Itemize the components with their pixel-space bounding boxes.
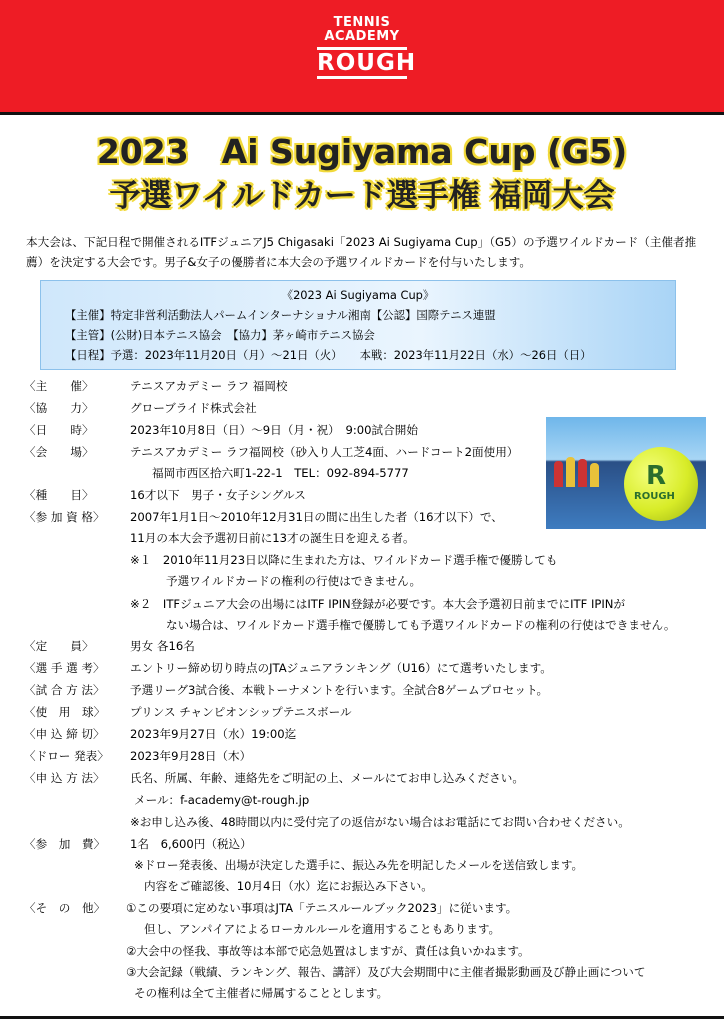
ball-r-mark: R	[646, 461, 667, 491]
selection-label: 〈選 手 選 考〉	[24, 661, 105, 675]
deadline-value: 2023年9月27日（水）19:00迄	[130, 727, 297, 741]
date-value: 2023年10月8日（日）～9日（月・祝） 9:00試合開始	[130, 423, 418, 437]
other-item-1: ①この要項に定めない事項はJTA「テニスルールブック2023」に従います。	[126, 901, 518, 915]
logo-line-1: TENNIS	[333, 15, 391, 30]
event-value: 16才以下 男子・女子シングルス	[130, 488, 306, 502]
logo-line-2: ACADEMY	[324, 29, 400, 44]
players-silhouette	[552, 447, 612, 487]
ball-label: 〈使 用 球〉	[24, 705, 106, 719]
logo-line-3: ROUGH	[317, 47, 407, 79]
eligibility-line-2: 11月の本大会予選初日前に13才の誕生日を迎える者。	[130, 531, 415, 545]
eligibility-label: 〈参 加 資 格〉	[24, 510, 105, 524]
fee-note-2: 内容をご確認後、10月4日（水）迄にお振込み下さい。	[144, 879, 433, 893]
tennis-ball-icon	[624, 447, 698, 521]
fee-label: 〈参 加 費〉	[24, 837, 106, 851]
other-item-2: ②大会中の怪我、事故等は本部で応急処置はしますが、責任は負いかねます。	[126, 944, 530, 958]
draw-value: 2023年9月28日（木）	[130, 749, 252, 763]
eligibility-note-1a: ※１ 2010年11月23日以降に生まれた方は、ワイルドカード選手権で優勝しても	[130, 553, 558, 567]
other-item-1-cont: 但し、アンパイアによるローカルルールを適用することもあります。	[144, 922, 501, 936]
tennis-academy-logo	[317, 15, 417, 79]
capacity-value: 男女 各16名	[130, 639, 195, 653]
ball-brand-text: ROUGH	[634, 491, 675, 502]
other-item-3: ③大会記録（戦績、ランキング、報告、講評）及び大会期間中に主催者撮影動画及び静止画について	[126, 965, 646, 979]
apply-label: 〈申 込 方 法〉	[24, 771, 105, 785]
info-box-schedule: 【日程】予選：2023年11月20日（月）～21日（火） 本戦：2023年11月22日（水）～26日（日）	[65, 348, 592, 362]
eligibility-note-1b: 予選ワイルドカードの権利の行使はできません。	[166, 574, 422, 588]
eligibility-note-2a: ※２ ITFジュニア大会の出場にはITF IPIN登録が必要です。本大会予選初日前までにITF IPINが	[130, 597, 626, 611]
eligibility-line-1: 2007年1月1日～2010年12月31日の間に出生した者（16才以下）で、	[130, 510, 503, 524]
selection-value: エントリー締め切り時点のJTAジュニアランキング（U16）にて選考いたします。	[130, 661, 552, 675]
ball-value: プリンス チャンピオンシップテニスボール	[130, 705, 352, 719]
capacity-label: 〈定 員〉	[24, 639, 94, 653]
intro-paragraph: 本大会は、下記日程で開催されるITFジュニアJ5 Chigasaki「2023 Ai Sugiyama Cup」（G5）の予選ワイルドカード（主催者推薦）を決定する大会です。男子&女子の優勝者に本大会の予選ワイルドカードを付与いたします。	[26, 235, 697, 269]
main-tournament-info-box	[40, 280, 676, 370]
format-label: 〈試 合 方 法〉	[24, 683, 105, 697]
venue-value: テニスアカデミー ラフ福岡校（砂入り人工芝4面、ハードコート2面使用）	[130, 445, 519, 459]
event-label: 〈種 目〉	[24, 488, 94, 502]
apply-email[interactable]: メール：f-academy@t-rough.jp	[134, 793, 310, 807]
page-title-line-2: 予選ワイルドカード選手権 福岡大会	[109, 178, 615, 214]
deadline-label: 〈申 込 締 切〉	[24, 727, 105, 741]
support-value: グローブライド株式会社	[130, 401, 257, 415]
eligibility-note-2b: ない場合は、ワイルドカード選手権で優勝しても予選ワイルドカードの権利の行使はできません。	[166, 618, 676, 632]
date-label: 〈日 時〉	[24, 423, 94, 437]
format-value: 予選リーグ3試合後、本戦トーナメントを行います。全試合8ゲームプロセット。	[130, 683, 549, 697]
venue-label: 〈会 場〉	[24, 445, 94, 459]
organizer-value: テニスアカデミー ラフ 福岡校	[130, 379, 288, 393]
other-item-3-cont: その権利は全て主催者に帰属することとします。	[134, 986, 389, 1000]
venue-address: 福岡市西区拾六町1-22-1 TEL：092-894-5777	[152, 466, 409, 480]
organizer-label: 〈主 催〉	[24, 379, 94, 393]
draw-label: 〈ドロー 発表〉	[24, 749, 109, 763]
other-label: 〈そ の 他〉	[24, 901, 106, 915]
header-divider	[0, 112, 724, 115]
page-title-line-1: 2023 Ai Sugiyama Cup (G5)	[96, 132, 628, 171]
info-box-title: 《2023 Ai Sugiyama Cup》	[281, 288, 435, 302]
apply-note: ※お申し込み後、48時間以内に受付完了の返信がない場合はお電話にてお問い合わせください。	[130, 815, 630, 829]
fee-note-1: ※ドロー発表後、出場が決定した選手に、振込み先を明記したメールを送信致します。	[134, 858, 584, 872]
support-label: 〈協 力〉	[24, 401, 94, 415]
apply-line-1: 氏名、所属、年齢、連絡先をご明記の上、メールにてお申し込みください。	[130, 771, 524, 785]
info-box-organizer: 【主催】特定非営利活動法人パームインターナショナル湘南【公認】国際テニス連盟	[65, 308, 496, 322]
fee-value: 1名 6,600円（税込）	[130, 837, 252, 851]
tennis-ball-photo	[546, 417, 706, 529]
footer-divider	[0, 1016, 724, 1019]
info-box-management: 【主管】(公財)日本テニス協会 【協力】茅ヶ崎市テニス協会	[65, 328, 375, 342]
